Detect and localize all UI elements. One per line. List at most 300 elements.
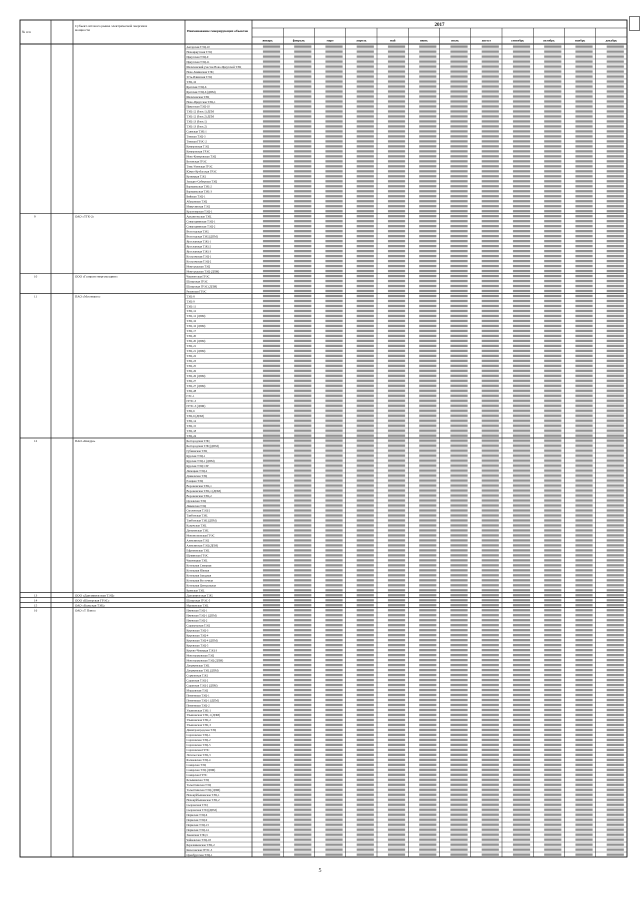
value-mark [607,519,624,521]
value-mark [482,100,499,102]
value-mark [513,624,530,626]
value-mark [263,514,280,516]
value-mark [607,85,624,87]
value-mark [294,549,311,551]
value-mark [294,709,311,711]
value-mark [607,529,624,531]
value-mark [325,420,342,422]
value-mark [575,290,592,292]
value-mark [575,809,592,811]
value-mark [513,784,530,786]
group-number: 12 [34,438,38,443]
station-name: Балаковская ТЭЦ-4 [186,758,211,763]
value-mark [357,105,374,107]
value-mark [607,165,624,167]
value-mark [419,579,436,581]
month-header-5: май [389,38,396,43]
value-mark [450,345,467,347]
value-mark [482,534,499,536]
station-name: Ангарская ТЭЦ-10 [186,44,210,49]
value-mark [388,290,405,292]
value-mark [482,395,499,397]
value-mark [263,524,280,526]
value-mark [544,799,561,801]
value-mark [357,125,374,127]
value-mark [263,794,280,796]
value-mark [325,285,342,287]
value-mark [388,300,405,302]
value-mark [482,689,499,691]
value-mark [388,569,405,571]
value-mark [388,265,405,267]
value-mark [575,599,592,601]
value-mark [544,689,561,691]
value-mark [482,474,499,476]
value-mark [294,664,311,666]
value-mark [450,390,467,392]
value-mark [544,644,561,646]
value-mark [357,844,374,846]
value-mark [263,704,280,706]
value-mark [544,355,561,357]
value-mark [419,659,436,661]
value-mark [450,240,467,242]
value-mark [388,70,405,72]
value-mark [575,275,592,277]
value-mark [482,260,499,262]
value-mark [325,275,342,277]
value-mark [513,669,530,671]
value-mark [325,60,342,62]
value-mark [482,829,499,831]
value-mark [544,340,561,342]
value-mark [388,160,405,162]
value-mark [263,290,280,292]
value-mark [513,549,530,551]
value-mark [607,734,624,736]
value-mark [450,774,467,776]
value-mark [263,365,280,367]
value-mark [482,320,499,322]
value-mark [419,709,436,711]
value-mark [263,589,280,591]
value-mark [450,554,467,556]
value-mark [357,50,374,52]
value-mark [482,215,499,217]
value-mark [419,395,436,397]
value-mark [419,55,436,57]
value-mark [388,380,405,382]
value-mark [388,469,405,471]
value-mark [419,100,436,102]
value-mark [294,440,311,442]
value-mark [513,375,530,377]
value-mark [450,70,467,72]
value-mark [544,604,561,606]
station-name: Ульяновская ТЭЦ-1 [186,708,211,713]
value-mark [294,105,311,107]
value-mark [263,719,280,721]
value-mark [513,435,530,437]
value-mark [575,235,592,237]
value-mark [482,340,499,342]
value-mark [544,684,561,686]
value-mark [607,345,624,347]
station-name: Ярославская ТЭЦ-3 [186,249,211,254]
value-mark [482,140,499,142]
station-name: ТЭЦ-8 [186,294,195,299]
value-mark [575,345,592,347]
value-mark [263,245,280,247]
value-mark [294,579,311,581]
value-mark [513,310,530,312]
value-mark [388,230,405,232]
value-mark [607,674,624,676]
value-mark [607,315,624,317]
value-mark [482,854,499,856]
station-name: Усть-Илимская ТЭЦ [186,74,212,79]
value-mark [482,135,499,137]
value-mark [325,509,342,511]
value-mark [544,250,561,252]
value-mark [325,310,342,312]
value-mark [325,649,342,651]
month-header-12: декабрь [605,38,618,43]
value-mark [419,454,436,456]
value-mark [482,390,499,392]
value-mark [419,185,436,187]
value-mark [419,489,436,491]
value-mark [450,524,467,526]
value-mark [419,549,436,551]
value-mark [544,564,561,566]
value-mark [294,744,311,746]
value-mark [325,784,342,786]
value-mark [419,524,436,526]
value-mark [388,140,405,142]
station-name: ТЭЦ-26 (ДПМ) [186,374,206,379]
value-mark [325,614,342,616]
value-mark [513,385,530,387]
value-mark [325,554,342,556]
value-mark [325,240,342,242]
value-mark [450,320,467,322]
value-mark [357,330,374,332]
value-mark [325,779,342,781]
value-mark [482,55,499,57]
value-mark [294,420,311,422]
value-mark [263,425,280,427]
station-name: ТЭЦ-25 [186,364,197,369]
value-mark [482,275,499,277]
value-mark [513,170,530,172]
value-mark [575,265,592,267]
value-mark [482,310,499,312]
value-mark [294,180,311,182]
value-mark [575,549,592,551]
value-mark [419,694,436,696]
value-mark [357,714,374,716]
station-name: ТЭЦ-17 [186,329,197,334]
value-mark [263,440,280,442]
value-mark [263,90,280,92]
station-name: ТЭЦ-22 [186,354,197,359]
value-mark [263,85,280,87]
value-mark [263,594,280,596]
value-mark [419,534,436,536]
value-mark [325,120,342,122]
value-mark [607,375,624,377]
value-mark [263,784,280,786]
value-mark [263,100,280,102]
value-mark [544,704,561,706]
value-mark [388,684,405,686]
value-mark [482,85,499,87]
value-mark [482,764,499,766]
value-mark [513,649,530,651]
value-mark [263,445,280,447]
value-mark [325,629,342,631]
value-mark [544,255,561,257]
value-mark [388,240,405,242]
value-mark [544,305,561,307]
value-mark [513,195,530,197]
value-mark [357,589,374,591]
value-mark [263,280,280,282]
value-mark [325,574,342,576]
value-mark [513,789,530,791]
value-mark [357,819,374,821]
value-mark [513,704,530,706]
value-mark [544,335,561,337]
value-mark [575,305,592,307]
value-mark [388,494,405,496]
value-mark [294,360,311,362]
value-mark [294,669,311,671]
value-mark [294,754,311,756]
value-mark [419,265,436,267]
value-mark [482,315,499,317]
value-mark [419,669,436,671]
value-mark [513,804,530,806]
value-mark [607,759,624,761]
value-mark [450,385,467,387]
value-mark [607,100,624,102]
value-mark [325,549,342,551]
value-mark [513,340,530,342]
value-mark [575,300,592,302]
value-mark [482,330,499,332]
value-mark [450,220,467,222]
value-mark [513,629,530,631]
value-mark [544,110,561,112]
value-mark [263,150,280,152]
value-mark [607,799,624,801]
value-mark [450,310,467,312]
value-mark [607,769,624,771]
value-mark [419,305,436,307]
value-mark [575,390,592,392]
value-mark [482,435,499,437]
value-mark [325,265,342,267]
value-mark [513,584,530,586]
value-mark [544,599,561,601]
station-name: Иркутская ТЭЦ-11 [186,59,210,64]
station-name: Чайковская ТЭЦ-18 [186,837,211,842]
value-mark [607,310,624,312]
value-mark [419,150,436,152]
value-mark [482,784,499,786]
value-mark [482,205,499,207]
value-mark [482,729,499,731]
value-mark [357,709,374,711]
value-mark [263,684,280,686]
value-mark [388,95,405,97]
value-mark [263,225,280,227]
value-mark [544,539,561,541]
value-mark [482,370,499,372]
value-mark [544,240,561,242]
value-mark [388,385,405,387]
value-mark [419,679,436,681]
value-mark [325,435,342,437]
value-mark [544,50,561,52]
value-mark [357,75,374,77]
value-mark [263,654,280,656]
month-header-2: февраль [292,38,305,43]
value-mark [419,375,436,377]
value-mark [544,100,561,102]
value-mark [513,799,530,801]
value-mark [388,195,405,197]
value-mark [450,450,467,452]
value-mark [325,824,342,826]
month-header-1: январь [262,38,273,43]
station-name: Мурманская ТЭЦ [186,603,209,608]
value-mark [450,225,467,227]
value-mark [263,534,280,536]
value-mark [575,749,592,751]
value-mark [294,839,311,841]
value-mark [357,624,374,626]
value-mark [357,744,374,746]
value-mark [263,80,280,82]
value-mark [482,65,499,67]
value-mark [263,694,280,696]
value-mark [419,275,436,277]
value-mark [357,739,374,741]
value-mark [450,669,467,671]
value-mark [482,430,499,432]
value-mark [294,250,311,252]
value-mark [513,280,530,282]
value-mark [263,50,280,52]
value-mark [544,699,561,701]
value-mark [357,489,374,491]
value-mark [450,629,467,631]
value-mark [575,170,592,172]
value-mark [607,215,624,217]
value-mark [575,554,592,556]
value-mark [482,719,499,721]
value-mark [419,280,436,282]
value-mark [388,514,405,516]
station-name: Кировская ТЭЦ-5 [186,643,209,648]
value-mark [388,849,405,851]
value-mark [544,549,561,551]
value-mark [263,235,280,237]
value-mark [294,499,311,501]
value-mark [482,624,499,626]
station-name: Кировская ТЭЦ-4 [186,633,209,638]
value-mark [294,295,311,297]
value-mark [482,709,499,711]
value-mark [544,639,561,641]
value-mark [325,250,342,252]
value-mark [357,430,374,432]
value-mark [607,225,624,227]
value-mark [544,479,561,481]
value-mark [544,839,561,841]
value-mark [325,230,342,232]
value-mark [357,425,374,427]
value-mark [513,420,530,422]
value-mark [419,290,436,292]
value-mark [263,744,280,746]
value-mark [482,454,499,456]
value-mark [419,435,436,437]
value-mark [450,265,467,267]
value-mark [513,779,530,781]
value-mark [450,150,467,152]
value-mark [607,45,624,47]
value-mark [544,345,561,347]
station-name: Белгородская ТЭЦ (ДПМ) [186,443,219,448]
value-mark [263,190,280,192]
value-mark [325,295,342,297]
value-mark [607,514,624,516]
value-mark [357,564,374,566]
value-mark [513,534,530,536]
value-mark [482,230,499,232]
value-mark [388,315,405,317]
value-mark [263,335,280,337]
value-mark [450,110,467,112]
value-mark [482,604,499,606]
year-header: 2017 [434,23,445,28]
value-mark [513,240,530,242]
station-name: Дзержинская ТЭЦ [186,663,210,668]
value-mark [544,180,561,182]
value-mark [450,45,467,47]
value-mark [607,130,624,132]
station-name: Пермская ТЭЦ-13 [186,822,209,827]
value-mark [513,85,530,87]
value-mark [607,405,624,407]
value-mark [575,499,592,501]
value-mark [294,824,311,826]
value-mark [607,804,624,806]
value-mark [607,854,624,856]
value-mark [450,290,467,292]
value-mark [263,205,280,207]
value-mark [544,669,561,671]
value-mark [263,305,280,307]
value-mark [263,629,280,631]
value-mark [325,245,342,247]
value-mark [607,170,624,172]
value-mark [513,709,530,711]
